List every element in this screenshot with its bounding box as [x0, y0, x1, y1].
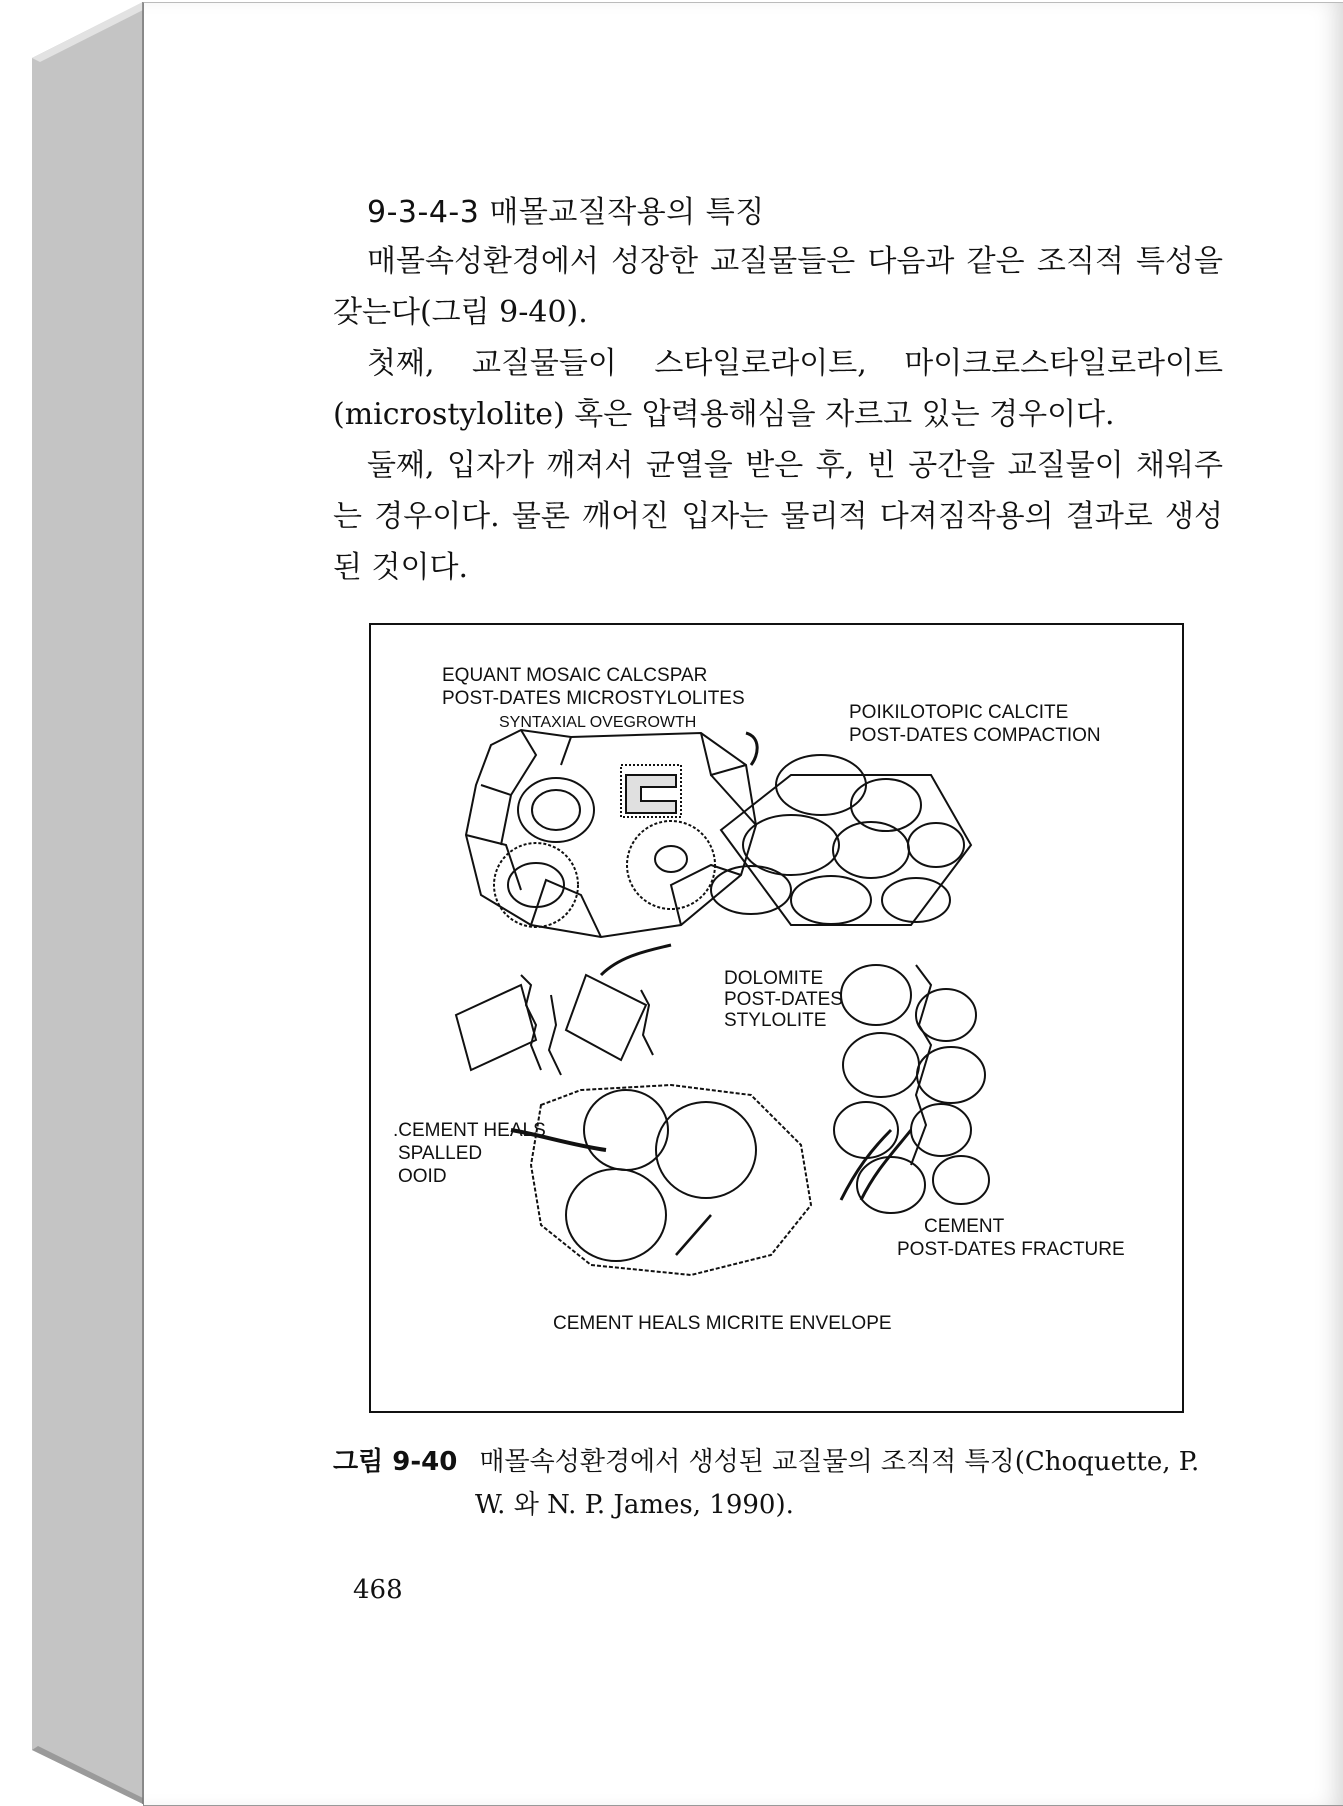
figure-9-40	[369, 623, 1184, 1413]
label-dolo-2: POST-DATES	[724, 989, 843, 1010]
paragraph-3: 둘째, 입자가 깨져서 균열을 받은 후, 빈 공간을 교질물이 채워주는 경우이다. 물론 깨어진 입자는 물리적 다져짐작용의 결과로 생성된 것이다.	[333, 448, 1223, 585]
label-fracture-1: CEMENT	[924, 1216, 1005, 1237]
label-spalled-3: OOID	[398, 1166, 447, 1187]
label-poik-2: POST-DATES COMPACTION	[849, 725, 1101, 746]
caption-number: 그림 9-40	[333, 1447, 458, 1477]
equant-mosaic-drawing	[466, 730, 757, 937]
label-spalled-1: .CEMENT HEALS	[393, 1120, 546, 1141]
label-spalled-2: SPALLED	[398, 1143, 483, 1164]
figure-caption	[333, 1441, 1223, 1527]
label-fracture-2: POST-DATES FRACTURE	[897, 1239, 1125, 1260]
label-dolo-1: DOLOMITE	[724, 968, 824, 989]
dolomite-stylolite-drawing	[456, 945, 671, 1075]
label-dolo-3: STYLOLITE	[724, 1010, 827, 1031]
label-poik-1: POIKILOTOPIC CALCITE	[849, 702, 1069, 723]
label-equant-2: POST-DATES MICROSTYLOLITES	[442, 688, 745, 709]
label-syntaxial: SYNTAXIAL OVEGROWTH	[499, 714, 697, 731]
label-equant-1: EQUANT MOSAIC CALCSPAR	[442, 665, 708, 686]
paragraph-1: 매몰속성환경에서 성장한 교질물들은 다음과 같은 조직적 특성을 갖는다(그림 9-40).	[333, 244, 1223, 330]
caption-text-line1: 매몰속성환경에서 생성된 교질물의 조직적 특징(Choquette, P.	[479, 1447, 1200, 1477]
paragraph-2: 첫째, 교질물들이 스타일로라이트, 마이크로스타일로라이트 (microstylolite) 혹은 압력용해심을 자르고 있는 경우이다.	[333, 346, 1223, 432]
poikilotopic-drawing	[711, 755, 971, 925]
caption-text-line2: W. 와 N. P. James, 1990).	[475, 1490, 794, 1520]
spalled-ooid-drawing	[511, 1085, 811, 1275]
book-spine	[0, 0, 150, 1806]
fracture-drawing	[834, 965, 989, 1213]
section-heading: 9-3-4-3 매몰교질작용의 특징	[367, 195, 765, 230]
page-number: 468	[353, 1575, 403, 1605]
label-micrite: CEMENT HEALS MICRITE ENVELOPE	[553, 1313, 892, 1334]
